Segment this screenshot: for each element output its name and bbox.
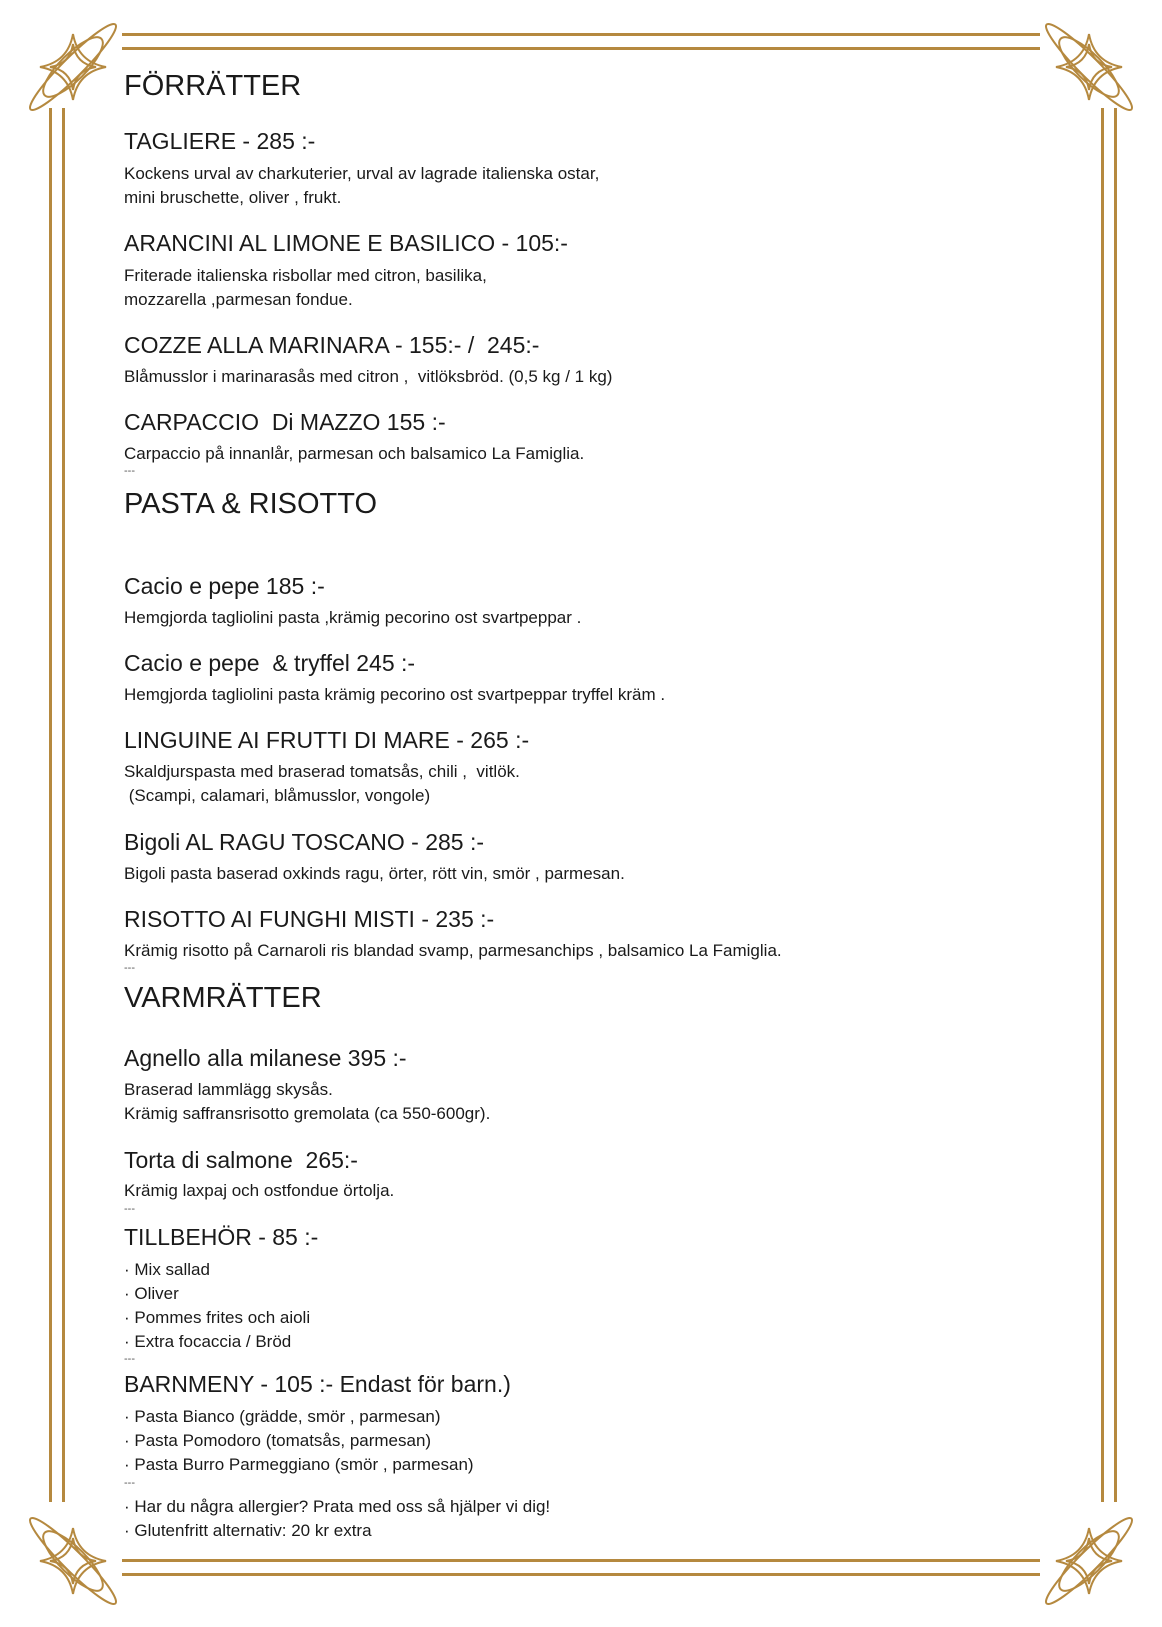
menu-item-desc: (Scampi, calamari, blåmusslor, vongole) [124, 786, 431, 805]
frame-bottom-line-outer [122, 1573, 1040, 1576]
menu-item-desc: Blåmusslor i marinarasås med citron , vitlöksbröd. (0,5 kg / 1 kg) [124, 367, 613, 386]
separator: --- [124, 465, 135, 477]
frame-left-line-inner [62, 108, 65, 1502]
menu-item-name: Cacio e pepe & tryffel 245 :- [124, 650, 416, 676]
menu-item-desc: Krämig risotto på Carnaroli ris blandad svamp, parmesanchips , balsamico La Famiglia. [124, 941, 782, 960]
menu-item-desc: Krämig saffransrisotto gremolata (ca 550-600gr). [124, 1104, 491, 1123]
menu-item-desc: mini bruschette, oliver , frukt. [124, 188, 342, 207]
frame-top-line-inner [122, 47, 1040, 50]
menu-item-name: RISOTTO AI FUNGHI MISTI - 235 :- [124, 906, 495, 932]
list-item: · Extra focaccia / Bröd [124, 1332, 292, 1351]
menu-item-desc: Carpaccio på innanlår, parmesan och balsamico La Famiglia. [124, 444, 585, 463]
list-item: · Pommes frites och aioli [124, 1308, 311, 1327]
menu-item-name: Agnello alla milanese 395 :- [124, 1045, 407, 1071]
menu-item-desc: Friterade italienska risbollar med citron, basilika, [124, 266, 487, 285]
menu-item-name: CARPACCIO Di MAZZO 155 :- [124, 409, 446, 435]
section-title-tillbehor: TILLBEHÖR - 85 :- [124, 1224, 319, 1250]
separator: --- [124, 962, 135, 974]
menu-item-desc: mozzarella ,parmesan fondue. [124, 290, 353, 309]
menu-item-desc: Hemgjorda tagliolini pasta ,krämig pecorino ost svartpeppar . [124, 608, 582, 627]
menu-item-name: ARANCINI AL LIMONE E BASILICO - 105:- [124, 230, 568, 256]
separator: --- [124, 1353, 135, 1365]
menu-item-name: Bigoli AL RAGU TOSCANO - 285 :- [124, 829, 485, 855]
frame-bottom-line-inner [122, 1559, 1040, 1562]
frame-left-line-outer [49, 108, 52, 1502]
list-item: · Pasta Pomodoro (tomatsås, parmesan) [124, 1431, 432, 1450]
menu-item-desc: Hemgjorda tagliolini pasta krämig pecorino ost svartpeppar tryffel kräm . [124, 685, 666, 704]
ornament-corner-icon [18, 12, 128, 122]
ornament-corner-icon [1034, 12, 1144, 122]
frame-right-line-inner [1101, 108, 1104, 1502]
menu-item-desc: Bigoli pasta baserad oxkinds ragu, örter, rött vin, smör , parmesan. [124, 864, 625, 883]
menu-item-desc: Skaldjurspasta med braserad tomatsås, chili , vitlök. [124, 762, 520, 781]
menu-item-desc: Braserad lammlägg skysås. [124, 1080, 333, 1099]
menu-item-name: LINGUINE AI FRUTTI DI MARE - 265 :- [124, 727, 530, 753]
frame-right-line-outer [1114, 108, 1117, 1502]
ornament-corner-icon [18, 1506, 128, 1616]
menu-item-name: Cacio e pepe 185 :- [124, 573, 325, 599]
separator: --- [124, 1477, 135, 1489]
list-item: · Mix sallad [124, 1260, 210, 1279]
section-title-varmratter: VARMRÄTTER [124, 982, 322, 1014]
list-item: · Pasta Burro Parmeggiano (smör , parmesan) [124, 1455, 474, 1474]
menu-item-desc: Kockens urval av charkuterier, urval av lagrade italienska ostar, [124, 164, 600, 183]
frame-top-line-outer [122, 33, 1040, 36]
separator: --- [124, 1203, 135, 1215]
ornament-corner-icon [1034, 1506, 1144, 1616]
note-gluten: · Glutenfritt alternativ: 20 kr extra [124, 1521, 372, 1540]
menu-item-name: TAGLIERE - 285 :- [124, 128, 316, 154]
list-item: · Oliver [124, 1284, 179, 1303]
note-allergy: · Har du några allergier? Prata med oss så hjälper vi dig! [124, 1497, 551, 1516]
section-title-barnmeny: BARNMENY - 105 :- Endast för barn.) [124, 1371, 511, 1397]
menu-item-name: Torta di salmone 265:- [124, 1147, 358, 1173]
section-title-forratter: FÖRRÄTTER [124, 70, 302, 102]
section-title-pasta: PASTA & RISOTTO [124, 488, 377, 520]
menu-item-desc: Krämig laxpaj och ostfondue örtolja. [124, 1181, 395, 1200]
list-item: · Pasta Bianco (grädde, smör , parmesan) [124, 1407, 441, 1426]
menu-item-name: COZZE ALLA MARINARA - 155:- / 245:- [124, 332, 540, 358]
